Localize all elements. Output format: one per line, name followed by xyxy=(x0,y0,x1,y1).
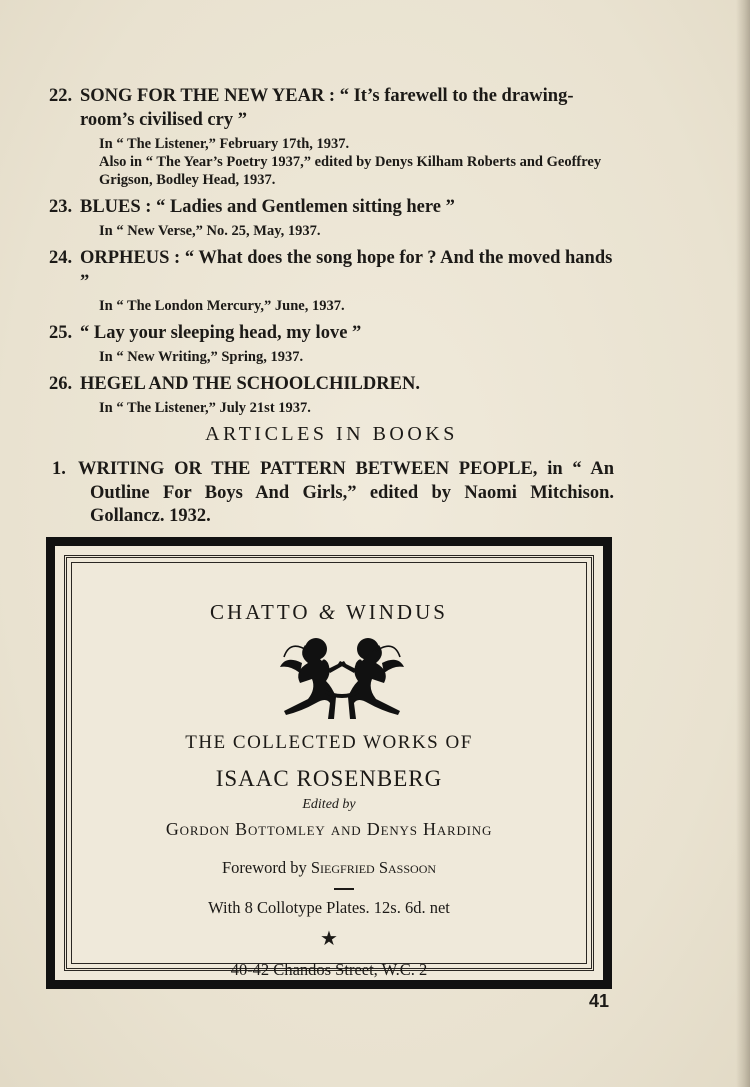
author-name: ISAAC ROSENBERG xyxy=(215,766,443,791)
entry-note: In “ New Verse,” No. 25, May, 1937. xyxy=(99,223,321,239)
entry-title-text: HEGEL AND THE SCHOOLCHILDREN. xyxy=(80,374,420,394)
article-number: 1. xyxy=(52,459,66,479)
entry-note: In “ The Listener,” July 21st 1937. xyxy=(99,400,311,416)
page-edge-shadow xyxy=(736,0,750,1087)
ad-double-border xyxy=(64,555,594,979)
foreword-line xyxy=(72,858,586,878)
publisher-name-left: CHATTO xyxy=(210,600,311,624)
publisher-name xyxy=(72,600,586,625)
list-item xyxy=(49,321,614,366)
entry-number: 25. xyxy=(49,323,73,343)
list-item xyxy=(49,246,614,315)
collected-works-heading: THE COLLECTED WORKS OF xyxy=(185,732,473,753)
plates-price: With 8 Collotype Plates. 12s. 6d. net xyxy=(208,898,450,917)
entry-note: In “ New Writing,” Spring, 1937. xyxy=(99,349,304,365)
publisher-ampersand: & xyxy=(318,600,339,624)
entry-number: 22. xyxy=(49,86,73,106)
list-item xyxy=(49,84,614,189)
star-icon: ★ xyxy=(320,928,338,950)
entry-note: In “ The Listener,” February 17th, 1937. xyxy=(99,136,350,152)
list-item xyxy=(49,195,614,240)
foreword-prefix: Foreword by xyxy=(221,858,307,877)
editors-names: Gordon Bottomley and Denys Harding xyxy=(165,819,493,839)
publisher-address: 40-42 Chandos Street, W.C. 2 xyxy=(230,960,428,979)
list-item xyxy=(49,372,614,417)
entry-title-text: SONG FOR THE NEW YEAR : “ It’s farewell to the drawing-room’s civilised cry ” xyxy=(80,86,574,130)
entry-title-text: ORPHEUS : “ What does the song hope for ? And the moved hands ” xyxy=(80,248,613,292)
entry-number: 23. xyxy=(49,197,73,217)
page-number: 41 xyxy=(589,991,610,1011)
entry-note: In “ The London Mercury,” June, 1937. xyxy=(99,298,345,314)
entry-title xyxy=(49,84,614,132)
divider-rule xyxy=(334,888,354,890)
entry-title xyxy=(49,246,614,294)
entry-title xyxy=(49,195,614,219)
article-item xyxy=(52,458,614,529)
entry-title xyxy=(49,372,614,396)
ad-inner-border xyxy=(71,562,587,979)
entry-number: 24. xyxy=(49,248,73,268)
article-text: WRITING OR THE PATTERN BETWEEN PEOPLE, in “ An Outline For Boys And Girls,” edited by Naomi Mitchison. Gollancz. 1932. xyxy=(78,459,614,526)
foreword-author: Siegfried Sassoon xyxy=(310,858,437,877)
publisher-name-right: WINDUS xyxy=(345,600,448,624)
entry-title xyxy=(49,321,614,345)
edited-by-label: Edited by xyxy=(302,797,356,812)
entry-title-text: “ Lay your sleeping head, my love ” xyxy=(80,323,362,343)
publisher-advertisement xyxy=(46,537,612,989)
entry-number: 26. xyxy=(49,374,73,394)
entry-note: Also in “ The Year’s Poetry 1937,” edited by Denys Kilham Roberts and Geoffrey Grigson, Bodley Head, 1937. xyxy=(99,154,602,188)
cherubs-emblem-icon xyxy=(272,633,410,721)
entries-list xyxy=(49,84,614,423)
entry-title-text: BLUES : “ Ladies and Gentlemen sitting here ” xyxy=(80,197,455,217)
section-heading: ARTICLES IN BOOKS xyxy=(205,423,458,445)
